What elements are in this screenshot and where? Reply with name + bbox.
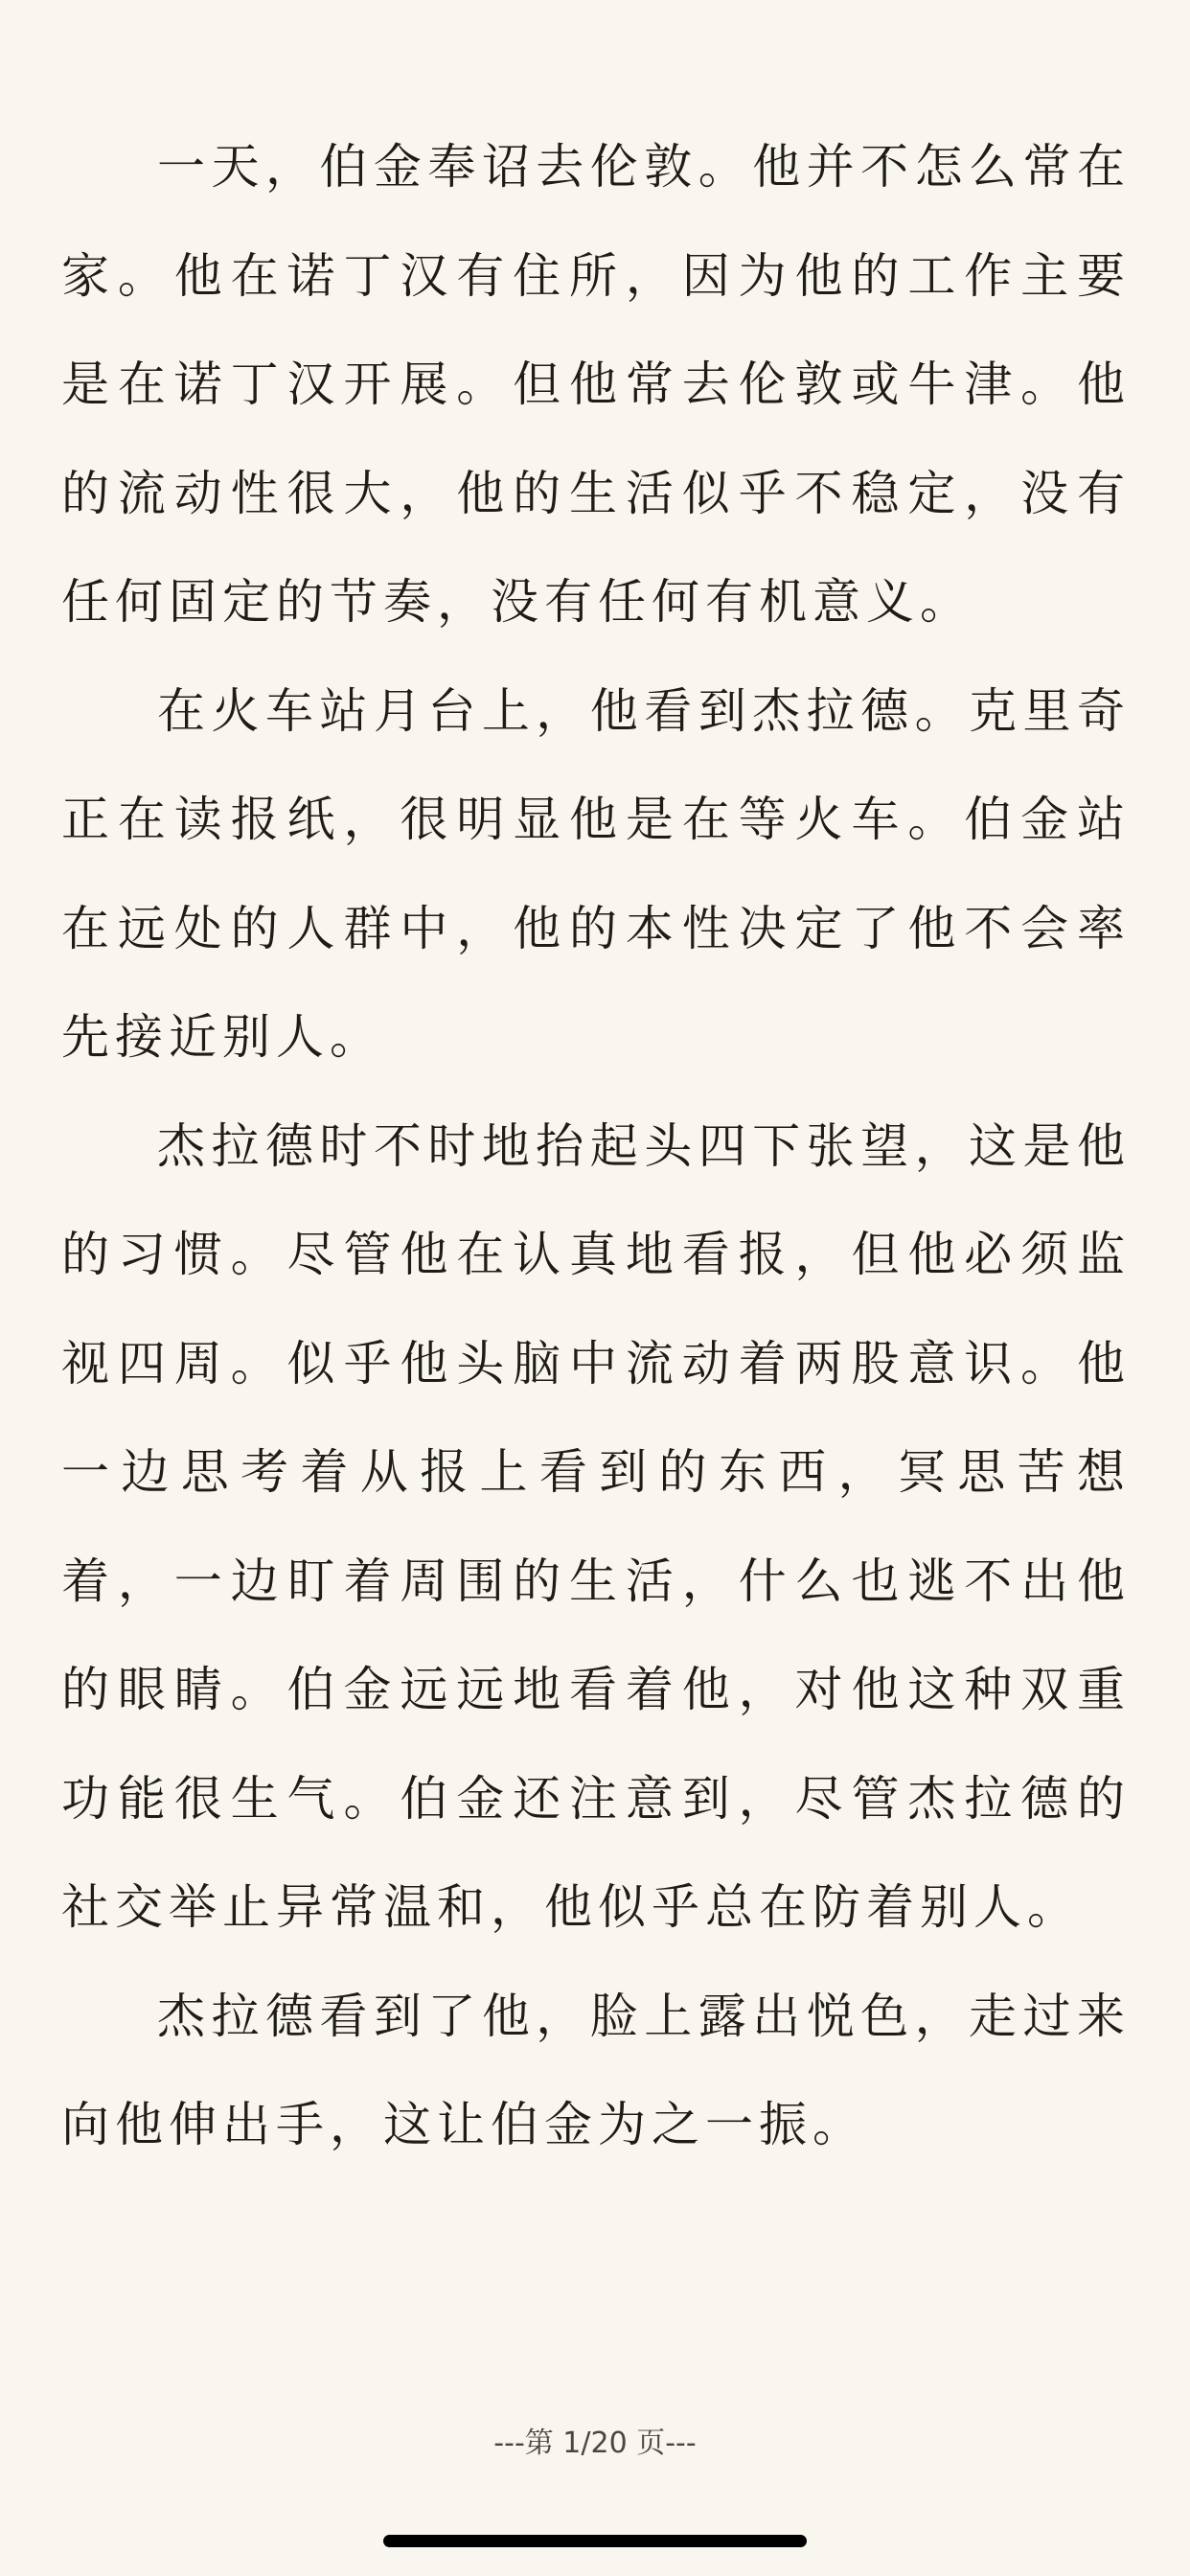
paragraph: 杰拉德时不时地抬起头四下张望，这是他的习惯。尽管他在认真地看报，但他必须监视四周。似乎他头脑中流动着两股意识。他一边思考着从报上看到的东西，冥思苦想着，一边盯着周围的生活，什么也逃不出他的眼睛。伯金远远地看着他，对他这种双重功能很生气。伯金还注意到，尽管杰拉德的社交举止异常温和，他似乎总在防着别人。 (61, 1117, 1131, 1935)
page-indicator: ---第 1/20 页--- (493, 2426, 697, 2460)
paragraph: 杰拉德看到了他，脸上露出悦色，走过来向他伸出手，这让伯金为之一振。 (61, 1988, 1131, 2152)
reading-pane[interactable] (61, 113, 1131, 2180)
paragraph: 一天，伯金奉诏去伦敦。他并不怎么常在家。他在诺丁汉有住所，因为他的工作主要是在诺丁汉开展。但他常去伦敦或牛津。他的流动性很大，他的生活似乎不稳定，没有任何固定的节奏，没有任何有机意义。 (61, 139, 1131, 630)
paragraph: 在火车站月台上，他看到杰拉德。克里奇正在读报纸，很明显他是在等火车。伯金站在远处的人群中，他的本性决定了他不会率先接近别人。 (61, 682, 1131, 1065)
home-indicator[interactable] (383, 2535, 807, 2547)
